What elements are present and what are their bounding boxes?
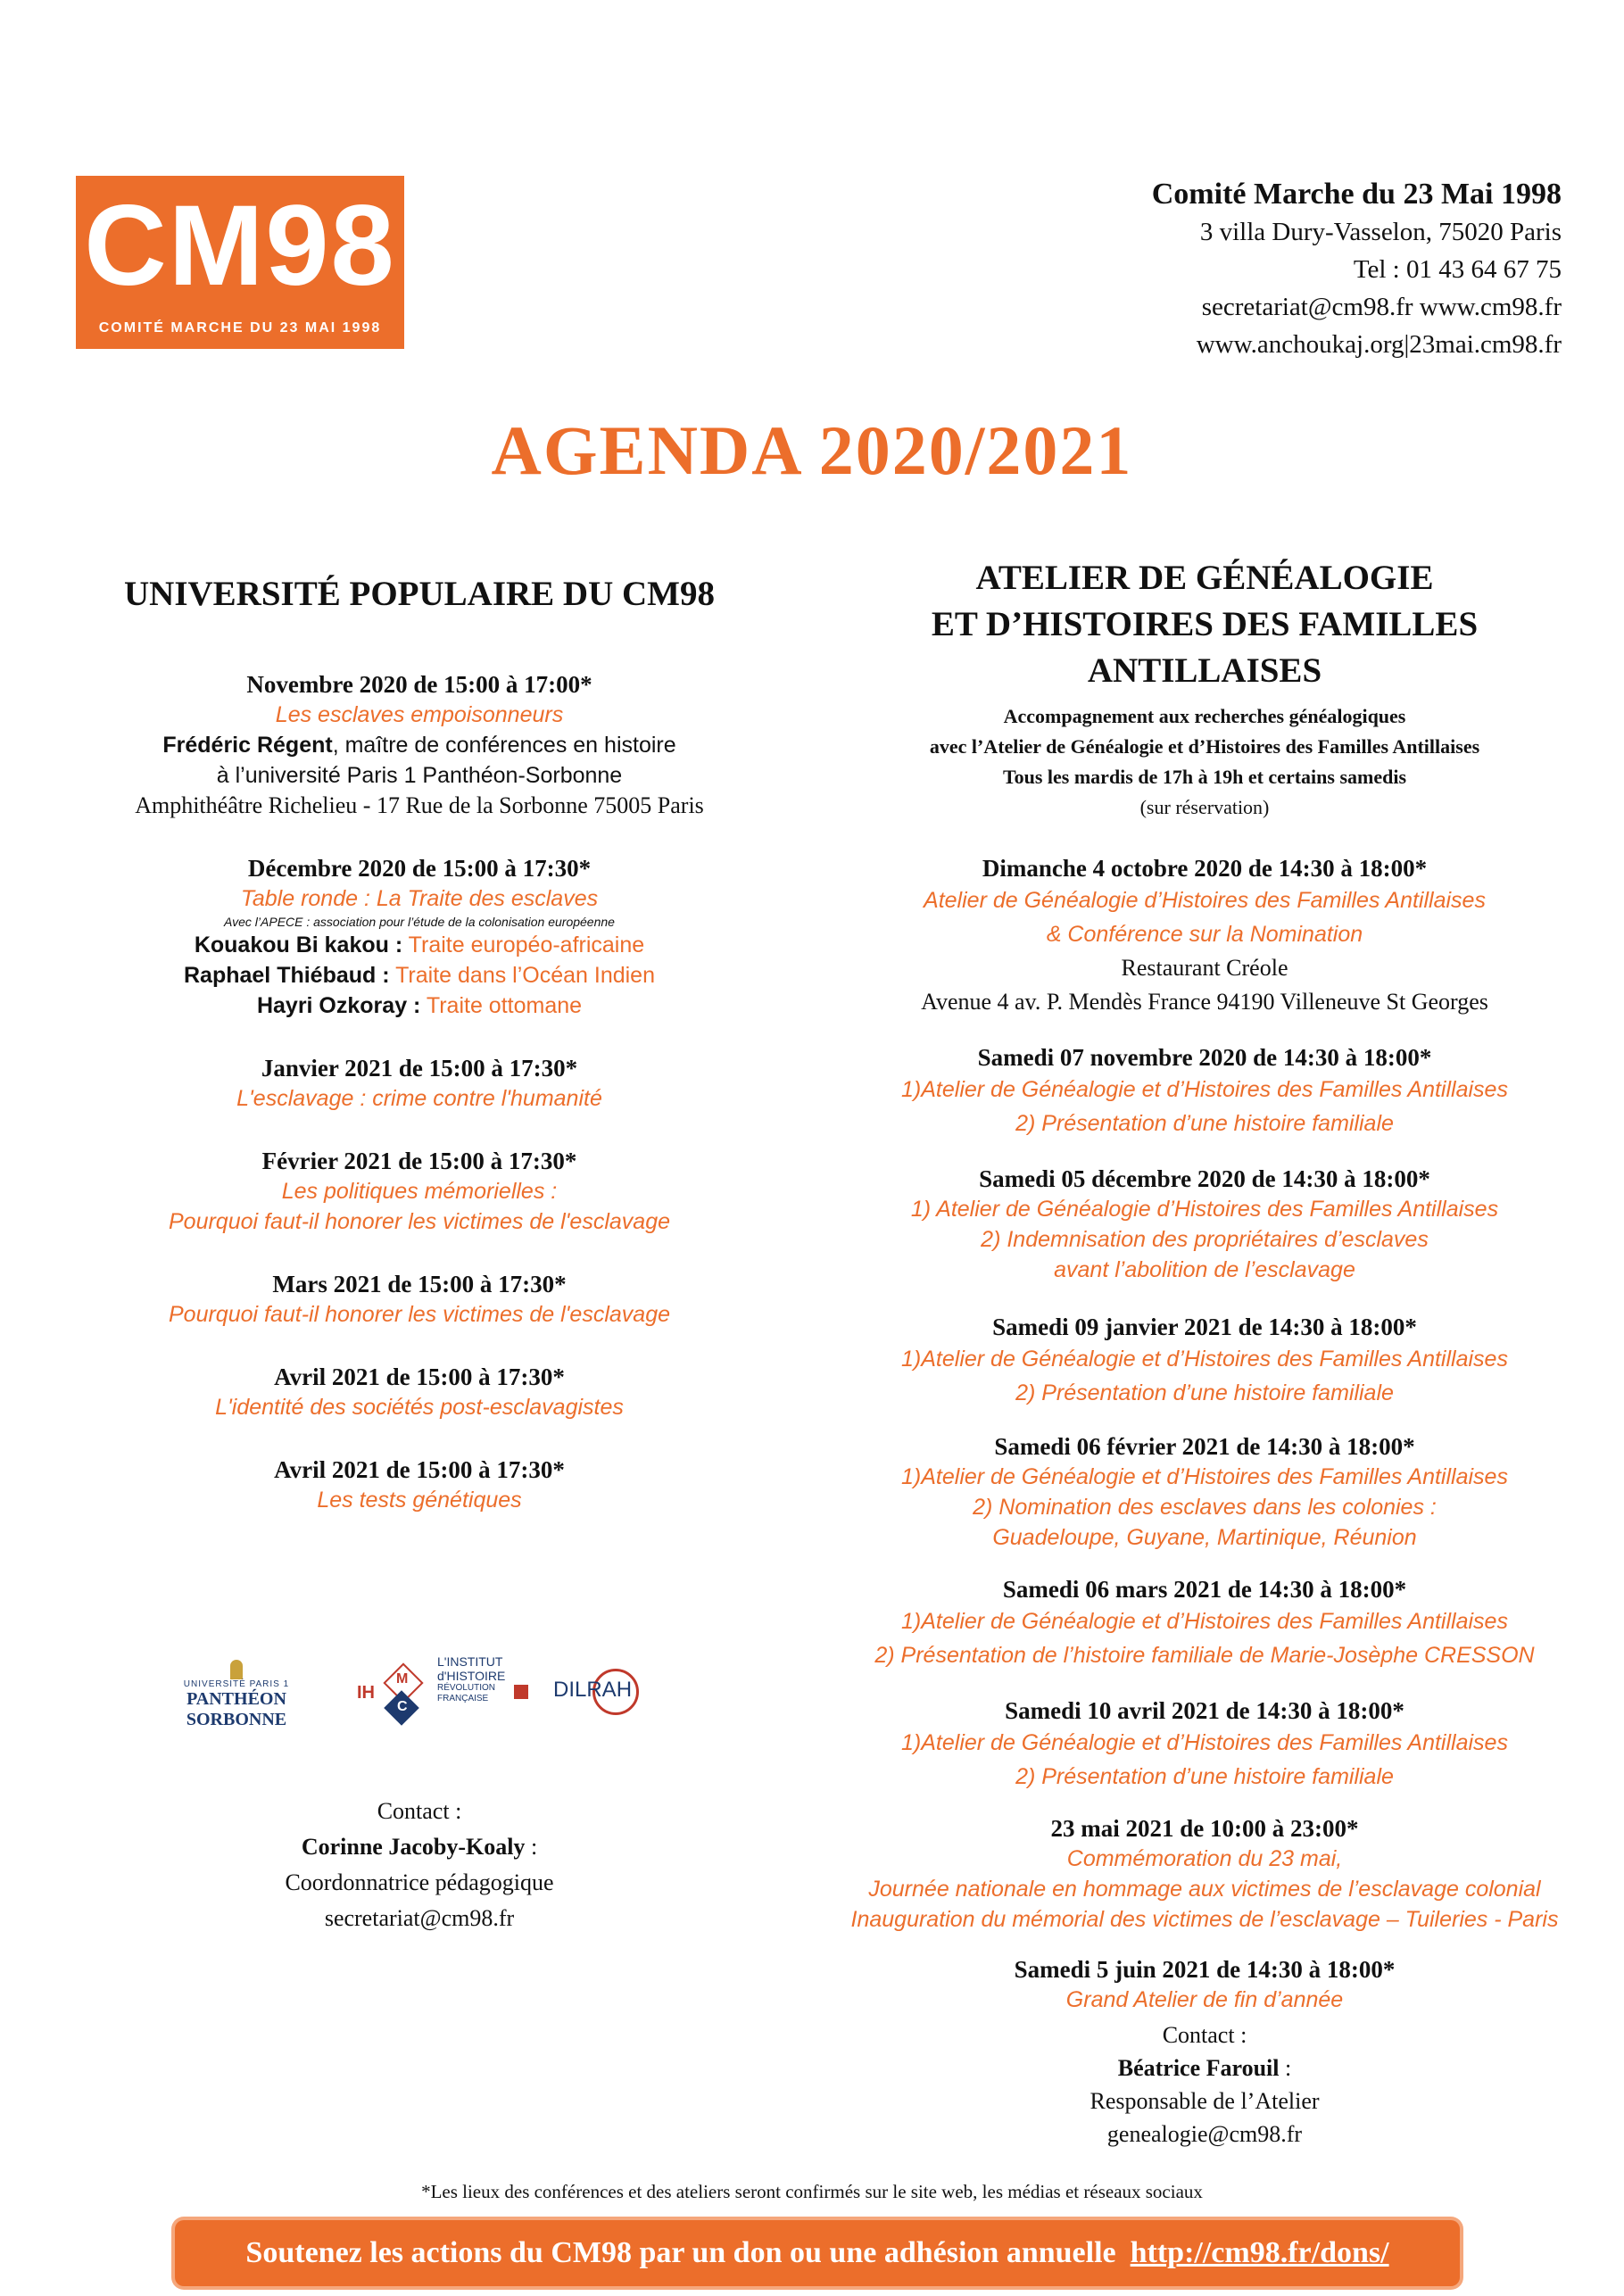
event-line: Atelier de Généalogie d’Histoires des Familles Antillaises [924,888,1486,913]
right-contact [812,2018,1597,2151]
dilrah-logo [553,1669,651,1713]
ihmc-logo [357,1660,428,1722]
event-topic: Pourquoi faut-il honorer les victimes de l'esclavage [169,1302,670,1327]
ihmc-c: C [397,1699,408,1714]
event-line: 1)Atelier de Généalogie et d’Histoires des Familles Antillaises [901,1464,1508,1489]
event-topic: Les tests génétiques [317,1488,522,1513]
cm98-logo [76,176,404,349]
intro-line: Tous les mardis de 17h à 19h et certains samedis [1002,766,1407,788]
sorbonne-big-text: PANTHÉON SORBONNE [186,1689,287,1729]
event-topic-2: Pourquoi faut-il honorer les victimes de l'esclavage [169,1209,670,1234]
contact-name: Corinne Jacoby-Koaly [301,1834,526,1860]
event [812,1954,1597,2015]
speaker-role: , maître de conférences en histoire [332,733,676,758]
speaker-line [80,991,758,1021]
speaker-topic: Traite européo-africaine [402,932,645,957]
event-date: Avril 2021 de 15:00 à 17:30* [274,1364,565,1390]
event [812,853,1597,1019]
institut-line3: RÉVOLUTION [437,1683,496,1693]
event-line: 2) Nomination des esclaves dans les colonies : [973,1495,1437,1520]
event [812,1312,1597,1410]
event-line: 2) Présentation de l’histoire familiale de Marie-Josèphe CRESSON [874,1643,1535,1668]
org-tel: Tel : 01 43 64 67 75 [1353,255,1562,284]
intro-line: (sur réservation) [1139,796,1270,818]
right-column [812,555,1597,2015]
right-intro [812,701,1597,823]
event [812,1574,1597,1672]
logo-subtitle: COMITÉ MARCHE DU 23 MAI 1998 [98,320,382,336]
event-line: 1)Atelier de Généalogie et d’Histoires des Familles Antillaises [901,1347,1508,1372]
event [80,1269,758,1330]
event-date: Mars 2021 de 15:00 à 17:30* [272,1271,567,1297]
institut-logo [437,1654,535,1704]
org-email-web[interactable]: secretariat@cm98.fr www.cm98.fr [1201,293,1562,321]
event-topic: Table ronde : La Traite des esclaves [240,886,599,911]
event-line: Commémoration du 23 mai, [1066,1846,1343,1871]
contact-email[interactable]: genealogie@cm98.fr [1106,2121,1303,2147]
institut-square [514,1685,528,1699]
event-line: Guadeloupe, Guyane, Martinique, Réunion [992,1525,1417,1550]
institut-line4: FRANÇAISE [437,1694,489,1703]
contact-name-suffix: : [525,1834,538,1860]
event [80,1146,758,1237]
event-date: Novembre 2020 de 15:00 à 17:00* [246,671,592,698]
institut-line1: L'INSTITUT [437,1654,503,1669]
event [80,669,758,821]
sorbonne-logo [143,1660,330,1730]
left-heading: UNIVERSITÉ POPULAIRE DU CM98 [124,575,715,613]
logo-text: CM98 [84,182,396,310]
event-date: Samedi 06 février 2021 de 14:30 à 18:00* [994,1433,1415,1460]
event [812,1042,1597,1140]
event-date: Janvier 2021 de 15:00 à 17:30* [261,1055,578,1082]
event-line: 1)Atelier de Généalogie et d’Histoires des Familles Antillaises [901,1077,1508,1102]
event [812,1164,1597,1285]
contact-label: Contact : [377,1798,462,1824]
banner-text: Soutenez les actions du CM98 par un don ou une adhésion annuelle [245,2236,1116,2269]
donation-link[interactable]: http://cm98.fr/dons/ [1130,2236,1389,2269]
speaker-name: Hayri Ozkoray : [256,993,421,1018]
sorbonne-small-text: UNIVERSITÉ PARIS 1 [183,1679,290,1689]
intro-line: avec l’Atelier de Généalogie et d’Histoires des Familles Antillaises [929,735,1480,758]
event-date: Samedi 5 juin 2021 de 14:30 à 18:00* [1014,1956,1396,1983]
ihmc-text: IH [357,1683,375,1703]
event-date: Samedi 05 décembre 2020 de 14:30 à 18:00* [979,1165,1430,1192]
page-title: AGENDA 2020/2021 [491,411,1133,489]
event-date: Dimanche 4 octobre 2020 de 14:30 à 18:00* [982,855,1428,882]
event-line: & Conférence sur la Nomination [1046,922,1363,947]
event-place: Amphithéâtre Richelieu - 17 Rue de la Sorbonne 75005 Paris [135,792,704,818]
event [80,1362,758,1422]
event-topic: Les esclaves empoisonneurs [275,702,564,727]
event-line: avant l’abolition de l’esclavage [1054,1257,1355,1282]
contact-name-suffix: : [1279,2055,1292,2081]
event-date: Avril 2021 de 15:00 à 17:30* [274,1456,565,1483]
event-place-2: Avenue 4 av. P. Mendès France 94190 Villeneuve St Georges [921,989,1488,1015]
event-topic: L'esclavage : crime contre l'humanité [236,1086,602,1111]
event-topic: Les politiques mémorielles : [281,1179,558,1204]
event [812,1431,1597,1553]
event-topic: L'identité des sociétés post-esclavagistes [215,1395,624,1420]
org-street: 3 villa Dury-Vasselon, 75020 Paris [1199,218,1562,246]
event-line: 2) Présentation d’une histoire familiale [1015,1111,1394,1136]
contact-person [80,1829,758,1865]
event-date: Samedi 10 avril 2021 de 14:30 à 18:00* [1005,1697,1404,1724]
right-heading-1: ATELIER DE GÉNÉALOGIE [975,559,1434,597]
speaker-name: Frédéric Régent [162,733,333,758]
event-line: 1)Atelier de Généalogie et d’Histoires des Familles Antillaises [901,1609,1508,1634]
event-note: Avec l’APECE : association pour l’étude de la colonisation européenne [224,915,615,929]
event [80,853,758,1021]
event-line: 1)Atelier de Généalogie et d’Histoires des Familles Antillaises [901,1730,1508,1755]
partner-logos [143,1642,660,1740]
contact-name: Béatrice Farouil [1117,2055,1280,2081]
contact-label: Contact : [1162,2022,1247,2048]
event [812,1813,1597,1935]
event-line: Journée nationale en hommage aux victimes de l’esclavage colonial [868,1877,1541,1902]
dilrah-text: DILRAH [553,1678,633,1702]
event-line: Grand Atelier de fin d’année [1065,1987,1344,2012]
event-date: Samedi 07 novembre 2020 de 14:30 à 18:00* [977,1044,1432,1071]
event-date: Samedi 06 mars 2021 de 14:30 à 18:00* [1002,1576,1407,1603]
intro-line: Accompagnement aux recherches généalogiques [1003,705,1406,727]
speaker-topic: Traite dans l’Océan Indien [389,963,655,988]
speaker-name: Raphael Thiébaud : [184,963,390,988]
speaker-topic: Traite ottomane [420,993,583,1018]
address-block [946,176,1562,363]
dome-icon [230,1660,243,1679]
contact-person [812,2051,1597,2085]
org-name: Comité Marche du 23 Mai 1998 [1151,178,1562,211]
event-date: 23 mai 2021 de 10:00 à 23:00* [1050,1815,1359,1842]
event [80,1053,758,1114]
event [80,1455,758,1515]
event [812,1695,1597,1794]
event-date: Samedi 09 janvier 2021 de 14:30 à 18:00* [992,1314,1417,1340]
speaker-line [80,960,758,991]
footnote: *Les lieux des conférences et des ateliers seront confirmés sur le site web, les médias et réseaux sociaux [421,2181,1203,2202]
speaker-affiliation: à l’université Paris 1 Panthéon-Sorbonne [216,763,623,788]
event-speaker [80,730,758,760]
event-place: Restaurant Créole [1121,955,1288,981]
event-date: Décembre 2020 de 15:00 à 17:30* [247,855,592,882]
event-date: Février 2021 de 15:00 à 17:30* [261,1148,577,1174]
speaker-line [80,930,758,960]
left-column [80,571,758,1515]
contact-role: Coordonnatrice pédagogique [285,1869,554,1895]
donation-banner [175,2220,1460,2286]
contact-role: Responsable de l’Atelier [1090,2088,1320,2114]
right-heading-2: ET D’HISTOIRES DES FAMILLES ANTILLAISES [931,605,1479,690]
institut-line2: d'HISTOIRE [437,1669,506,1683]
event-line: Inauguration du mémorial des victimes de l’esclavage – Tuileries - Paris [850,1907,1559,1932]
event-line: 1) Atelier de Généalogie d’Histoires des Familles Antillaises [910,1197,1499,1222]
speaker-name: Kouakou Bi kakou : [194,932,403,957]
ihmc-m: M [396,1671,409,1687]
left-contact [80,1794,758,1936]
org-web2[interactable]: www.anchoukaj.org|23mai.cm98.fr [1196,330,1562,359]
event-line: 2) Présentation d’une histoire familiale [1015,1764,1394,1789]
contact-email[interactable]: secretariat@cm98.fr [324,1905,515,1931]
event-line: 2) Indemnisation des propriétaires d’esclaves [981,1227,1429,1252]
event-line: 2) Présentation d’une histoire familiale [1015,1380,1394,1405]
